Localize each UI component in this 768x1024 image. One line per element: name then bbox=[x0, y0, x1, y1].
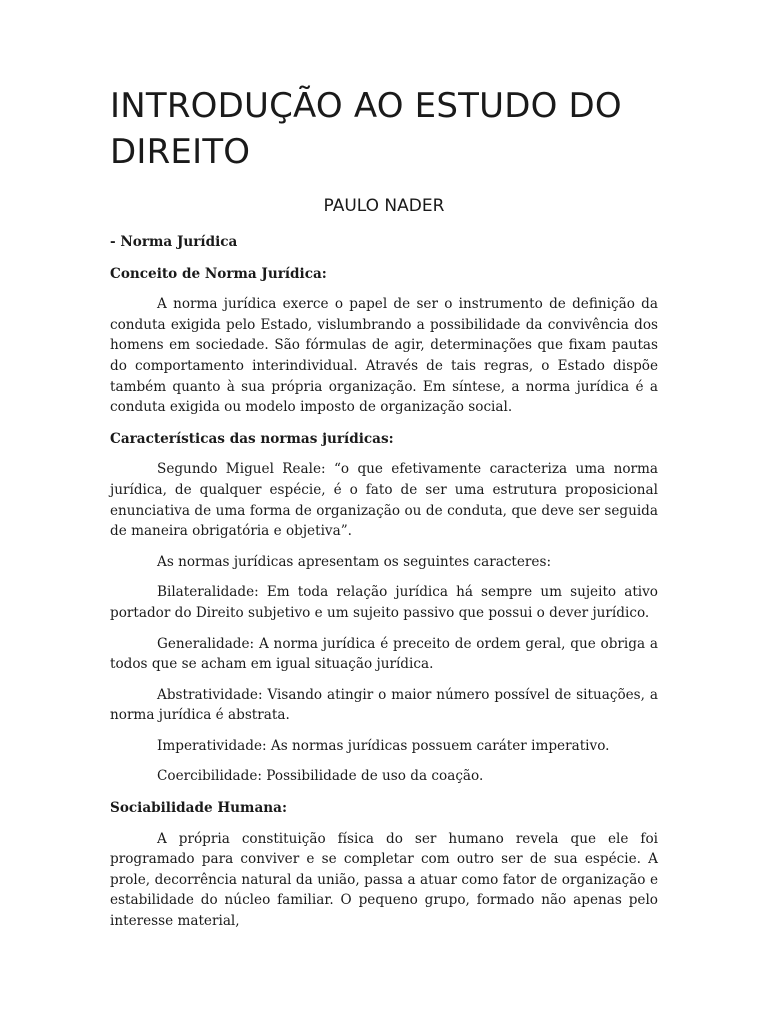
paragraph-abstratividade: Abstratividade: Visando atingir o maior número possível de situações, a norma jurídica é abstrata. bbox=[110, 686, 658, 724]
paragraph-generalidade: Generalidade: A norma jurídica é preceito de ordem geral, que obriga a todos que se acham em igual situação jurídica. bbox=[110, 635, 658, 673]
topic-heading: - Norma Jurídica bbox=[110, 234, 238, 250]
document-title: INTRODUÇÃO AO ESTUDO DO DIREITO bbox=[110, 86, 622, 172]
heading-conceito: Conceito de Norma Jurídica: bbox=[110, 265, 327, 282]
author-name: PAULO NADER bbox=[323, 196, 445, 216]
paragraph-coercibilidade: Coercibilidade: Possibilidade de uso da coação. bbox=[157, 768, 484, 785]
paragraph-bilateralidade: Bilateralidade: Em toda relação jurídica há sempre um sujeito ativo portador do Direito subjetivo e um sujeito passivo que possui o dever jurídico. bbox=[110, 584, 658, 621]
heading-caracteristicas: Características das normas jurídicas: bbox=[110, 430, 394, 447]
paragraph-reale-quote: Segundo Miguel Reale: “o que efetivamente caracteriza uma norma jurídica, de qualquer espécie, é o fato de ser uma estrutura proposicional enunciativa de uma forma de organização ou de conduta, que deve ser seguida de maneira obrigatória e objetiva”. bbox=[110, 461, 658, 540]
paragraph-caracteres-intro: As normas jurídicas apresentam os seguintes caracteres: bbox=[157, 553, 552, 570]
paragraph-conceito: A norma jurídica exerce o papel de ser o instrumento de definição da conduta exigida pelo Estado, vislumbrando a possibilidade da convivência dos homens em sociedade. São fórmulas de agir, determinações que fixam pautas do comportamento interindividual. Através de tais regras, o Estado dispõe também quanto à sua própria organização. Em síntese, a norma jurídica é a conduta exigida ou modelo imposto de organização social. bbox=[110, 296, 658, 416]
heading-sociabilidade: Sociabilidade Humana: bbox=[110, 800, 287, 817]
paragraph-imperatividade: Imperatividade: As normas jurídicas possuem caráter imperativo. bbox=[157, 737, 610, 754]
paragraph-sociabilidade: A própria constituição física do ser humano revela que ele foi programado para conviver e se completar com outro ser de sua espécie. A prole, decorrência natural da união, passa a atuar como fator de organização e estabilidade do núcleo familiar. O pequeno grupo, formado não apenas pelo interesse material, bbox=[110, 830, 658, 930]
